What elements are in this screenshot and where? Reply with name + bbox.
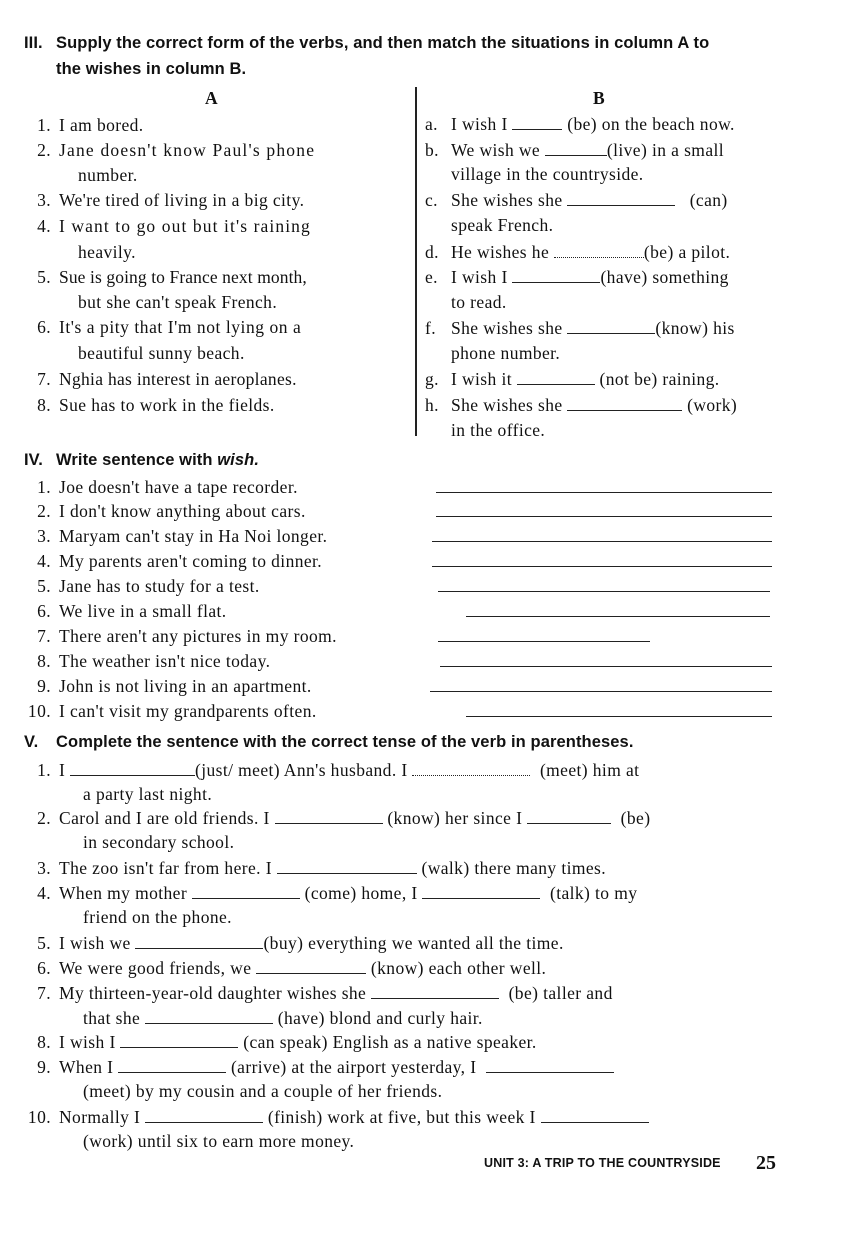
section-5-item: 8. I wish I (can speak) English as a native speaker. (37, 1032, 537, 1052)
section-4-item: 10. I can't visit my grandparents often. (27, 701, 317, 721)
answer-line[interactable] (430, 691, 772, 692)
section-5-title: Complete the sentence with the correct tense of the verb in parentheses. (56, 733, 634, 751)
section-3-title-line1: Supply the correct form of the verbs, and then match the situations in column A to (56, 34, 710, 52)
col-a-item: 2. Jane doesn't know Paul's phone (37, 140, 316, 160)
section-4-item: 6. We live in a small flat. (37, 601, 227, 621)
column-b-label: B (593, 88, 605, 108)
section-4-item: 7. There aren't any pictures in my room. (37, 626, 337, 646)
answer-line[interactable] (436, 492, 772, 493)
section-5-item-cont: (meet) by my cousin and a couple of her friends. (83, 1081, 443, 1101)
section-5-item: 2. Carol and I are old friends. I (know) her since I (be) (37, 808, 651, 828)
section-5-item: 3. The zoo isn't far from here. I (walk) there many times. (37, 858, 607, 878)
section-5-item: 5. I wish we (buy) everything we wanted all the time. (37, 933, 564, 953)
col-b-item: a. I wish I (be) on the beach now. (425, 114, 735, 134)
col-a-item: 5. Sue is going to France next month, (37, 267, 307, 287)
section-5-item: 10. Normally I (finish) work at five, but this week I (24, 1106, 649, 1128)
answer-line[interactable] (436, 516, 772, 517)
section-5-item: 7. My thirteen-year-old daughter wishes she (be) taller and (37, 983, 613, 1003)
column-a-label: A (205, 88, 218, 108)
section-4-title: Write sentence with (56, 451, 213, 469)
section-5-heading (24, 733, 634, 752)
section-5-item: 1. I (just/ meet) Ann's husband. I (meet) him at (37, 760, 640, 780)
col-b-item: f. She wishes she (know) his (425, 318, 735, 338)
answer-line[interactable] (466, 616, 770, 617)
col-b-item: b. We wish we (live) in a small (425, 140, 725, 160)
col-b-item: d. He wishes he (be) a pilot. (425, 242, 731, 262)
col-a-item-cont: but she can't speak French. (78, 292, 278, 312)
col-a-item: 7. Nghia has interest in aeroplanes. (37, 369, 297, 389)
section-5-item-cont: in secondary school. (83, 832, 235, 852)
answer-line[interactable] (466, 716, 772, 717)
answer-line[interactable] (432, 541, 772, 542)
section-4-item: 4. My parents aren't coming to dinner. (37, 551, 323, 571)
section-4-heading (24, 451, 259, 470)
col-a-item: 3. We're tired of living in a big city. (37, 190, 305, 210)
section-3-number: III. (24, 34, 43, 52)
page-number: 25 (756, 1152, 776, 1174)
section-5-item-cont: (work) until six to earn more money. (83, 1131, 355, 1151)
col-b-item: c. She wishes she (can) (425, 190, 728, 210)
section-4-item: 3. Maryam can't stay in Ha Noi longer. (37, 526, 328, 546)
col-b-item: e. I wish I (have) something (425, 267, 729, 287)
answer-line[interactable] (438, 591, 770, 592)
section-5-item-cont: that she (have) blond and curly hair. (83, 1008, 483, 1028)
section-5-item-cont: friend on the phone. (83, 907, 232, 927)
col-b-item-cont: village in the countryside. (451, 164, 644, 184)
section-3-title-line2: the wishes in column B. (56, 60, 247, 78)
section-5-item: 9. When I (arrive) at the airport yesterday, I (24, 1056, 614, 1078)
col-a-item-cont: beautiful sunny beach. (78, 343, 245, 363)
col-a-item: 4. I want to go out but it's raining (37, 216, 311, 236)
section-5-item: 6. We were good friends, we (know) each other well. (37, 958, 547, 978)
col-a-item: 1. I am bored. (37, 115, 144, 135)
section-4-title-wish: wish. (217, 451, 260, 469)
section-4-item: 1. Joe doesn't have a tape recorder. (37, 477, 298, 497)
col-a-item-cont: number. (78, 165, 138, 185)
answer-line[interactable] (440, 666, 772, 667)
col-a-item: 8. Sue has to work in the fields. (37, 395, 275, 415)
section-4-item: 8. The weather isn't nice today. (37, 651, 271, 671)
section-5-number: V. (24, 733, 39, 751)
answer-line[interactable] (438, 641, 650, 642)
col-b-item: h. She wishes she (work) (425, 395, 738, 415)
col-b-item-cont: speak French. (451, 215, 554, 235)
col-b-item-cont: phone number. (451, 343, 561, 363)
col-b-item: g. I wish it (not be) raining. (425, 369, 720, 389)
section-5-item: 4. When my mother (come) home, I (talk) to my (37, 883, 638, 903)
section-4-item: 5. Jane has to study for a test. (37, 576, 260, 596)
col-b-item-cont: in the office. (451, 420, 546, 440)
section-3-heading (24, 34, 709, 53)
col-b-item-cont: to read. (451, 292, 507, 312)
col-a-item-cont: heavily. (78, 242, 136, 262)
section-5-item-cont: a party last night. (83, 784, 213, 804)
col-a-item: 6. It's a pity that I'm not lying on a (37, 317, 302, 337)
column-divider (415, 87, 417, 436)
section-4-item: 2. I don't know anything about cars. (37, 501, 306, 521)
answer-line[interactable] (432, 566, 772, 567)
section-4-item: 9. John is not living in an apartment. (37, 676, 312, 696)
section-4-number: IV. (24, 451, 43, 469)
unit-footer: UNIT 3: A TRIP TO THE COUNTRYSIDE (484, 1156, 721, 1170)
